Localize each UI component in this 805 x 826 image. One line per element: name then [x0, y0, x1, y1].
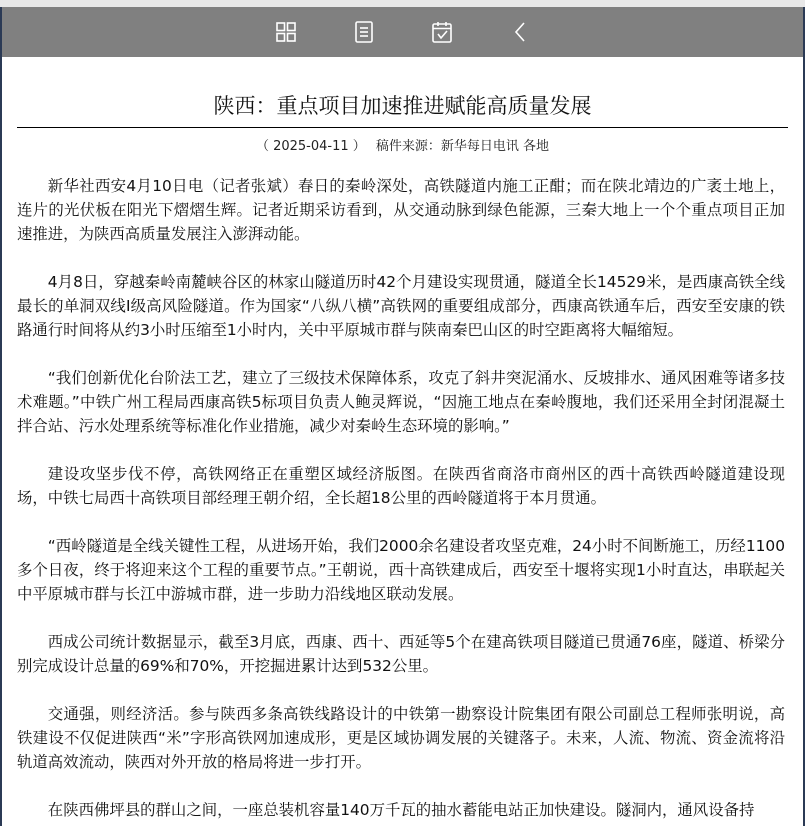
- article-body: [17, 174, 785, 822]
- paragraph: 在陕西佛坪县的群山之间，一座总装机容量140万千瓦的抽水蓄能电站正加快建设。隧洞内，通风设备持: [47, 801, 755, 819]
- paragraph: “我们创新优化台阶法工艺，建立了三级技术保障体系，攻克了斜井突泥涌水、反坡排水、通风困难等诸多技术难题。”中铁广州工程局西康高铁5标项目负责人鲍灵辉说，“因施工地点在秦岭腹地，我们还采用全封闭混凝土拌合站、污水处理系统等标准化作业措施，减少对秦岭生态环境的影响。”: [17, 369, 785, 435]
- calendar-button[interactable]: [429, 19, 455, 45]
- paragraph: 4月8日，穿越秦岭南麓峡谷区的林家山隧道历时42个月建设实现贯通，隧道全长14529米，是西康高铁全线最长的单洞双线I级高风险隧道。作为国家“八纵八横”高铁网的重要组成部分，西康高铁通车后，西安至安康的铁路通行时间将从约3小时压缩至1小时内，关中平原城市群与陕南秦巴山区的时空距离将大幅缩短。: [17, 273, 785, 339]
- back-chevron-icon: [508, 20, 532, 44]
- paragraph: 新华社西安4月10日电（记者张斌）春日的秦岭深处，高铁隧道内施工正酣；而在陕北靖边的广袤土地上，连片的光伏板在阳光下熠熠生辉。记者近期采访看到，从交通动脉到绿色能源，三秦大地上一个个重点项目正加速推进，为陕西高质量发展注入澎湃动能。: [17, 177, 785, 243]
- toolbar: [2, 7, 803, 57]
- list-view-button[interactable]: [351, 19, 377, 45]
- article-meta: [2, 138, 803, 156]
- paragraph: 交通强，则经济活。参与陕西多条高铁线路设计的中铁第一勘察设计院集团有限公司副总工程师张明说，高铁建设不仅促进陕西“米”字形高铁网加速成形，更是区域协调发展的关键落子。未来，人流、物流、资金流将沿轨道高效流动，陕西对外开放的格局将进一步打开。: [17, 705, 785, 771]
- article-source: 稿件来源：新华每日电讯 各地: [375, 139, 550, 154]
- paragraph: “西岭隧道是全线关键性工程，从进场开始，我们2000余名建设者攻坚克难，24小时不间断施工，历经1100多个日夜，终于将迎来这个工程的重要节点。”王朝说，西十高铁建成后，西安至十堰将实现1小时直达，串联起关中平原城市群与长江中游城市群，进一步助力沿线地区联动发展。: [17, 537, 785, 603]
- window-top-strip: [0, 0, 805, 7]
- back-button[interactable]: [507, 19, 533, 45]
- calendar-check-icon: [430, 20, 454, 44]
- article-frame: [2, 7, 803, 826]
- grid-icon: [274, 20, 298, 44]
- paragraph: 建设攻坚步伐不停，高铁网络正在重塑区域经济版图。在陕西省商洛市商州区的西十高铁西岭隧道建设现场，中铁七局西十高铁项目部经理王朝介绍，全长超18公里的西岭隧道将于本月贯通。: [17, 465, 785, 507]
- title-divider: [17, 127, 788, 128]
- paragraph: 西成公司统计数据显示，截至3月底，西康、西十、西延等5个在建高铁项目隧道已贯通76座，隧道、桥梁分别完成设计总量的69%和70%，开挖掘进累计达到532公里。: [17, 633, 785, 675]
- grid-view-button[interactable]: [273, 19, 299, 45]
- list-icon: [352, 20, 376, 44]
- article-title: 陕西：重点项目加速推进赋能高质量发展: [213, 94, 592, 118]
- article-date: （ 2025-04-11 ）: [255, 139, 366, 154]
